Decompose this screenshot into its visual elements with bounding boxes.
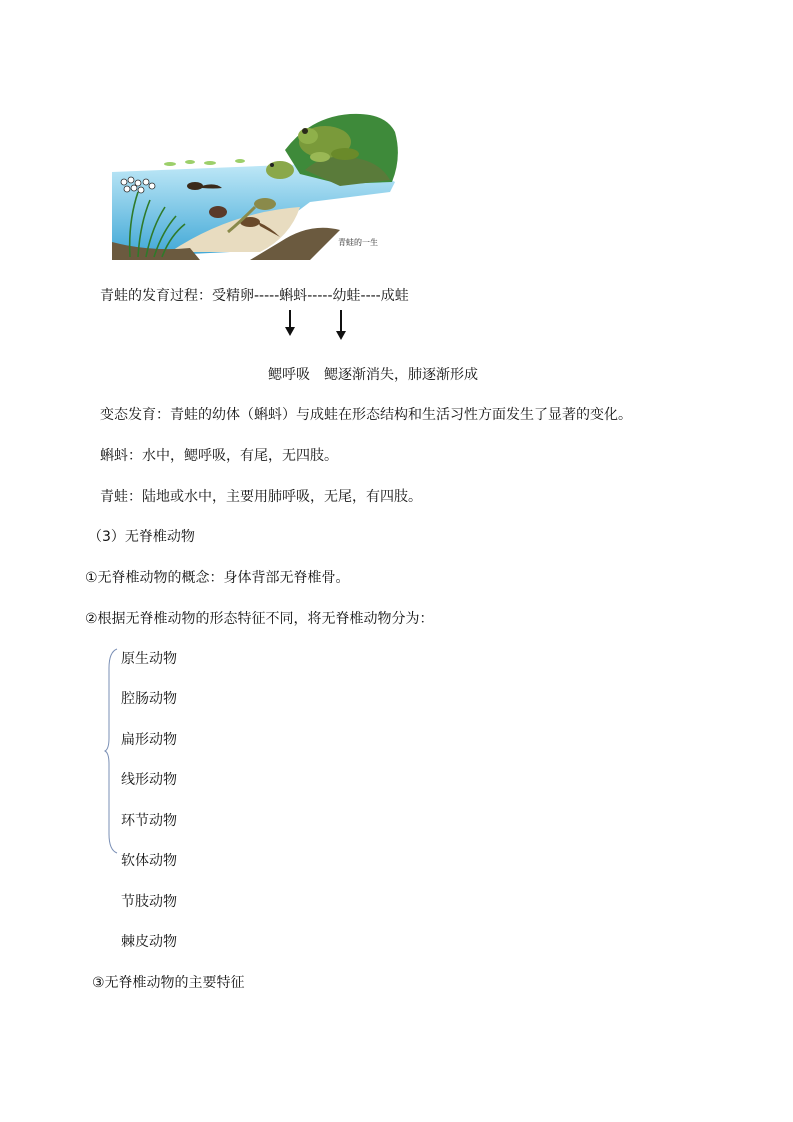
metamorphosis-definition: 变态发育：青蛙的幼体（蝌蚪）与成蛙在形态结构和生活习性方面发生了显著的变化。 (100, 407, 632, 423)
frog-traits: 青蛙：陆地或水中，主要用肺呼吸，无尾，有四肢。 (100, 489, 422, 505)
frog-life-cycle-illustration (110, 112, 400, 260)
gill-to-lung-note: 鳃逐渐消失，肺逐渐形成 (324, 367, 478, 383)
gill-breathing-note: 鳃呼吸 (268, 367, 310, 383)
development-process-line: 青蛙的发育过程：受精卵-----蝌蚪-----幼蛙----成蛙 (100, 288, 409, 304)
arrow-down-icon (340, 310, 342, 332)
concept-line: ①无脊椎动物的概念：身体背部无脊椎骨。 (85, 570, 350, 586)
list-item: 软体动物 (121, 853, 177, 869)
list-item: 节肢动物 (121, 894, 177, 910)
tadpole-traits: 蝌蚪：水中，鳃呼吸，有尾，无四肢。 (100, 448, 338, 464)
list-item: 环节动物 (121, 813, 177, 829)
arrow-down-icon (289, 310, 291, 328)
features-heading: ③无脊椎动物的主要特征 (92, 975, 245, 991)
list-item: 原生动物 (121, 651, 177, 667)
list-item: 腔肠动物 (121, 691, 177, 707)
figure-caption: 青蛙的一生 (338, 238, 378, 247)
classification-intro: ②根据无脊椎动物的形态特征不同，将无脊椎动物分为： (85, 611, 434, 627)
list-item: 棘皮动物 (121, 934, 177, 950)
list-item: 线形动物 (121, 772, 177, 788)
curly-brace-icon (104, 648, 118, 854)
section-heading: （3）无脊椎动物 (88, 529, 195, 545)
list-item: 扁形动物 (121, 732, 177, 748)
